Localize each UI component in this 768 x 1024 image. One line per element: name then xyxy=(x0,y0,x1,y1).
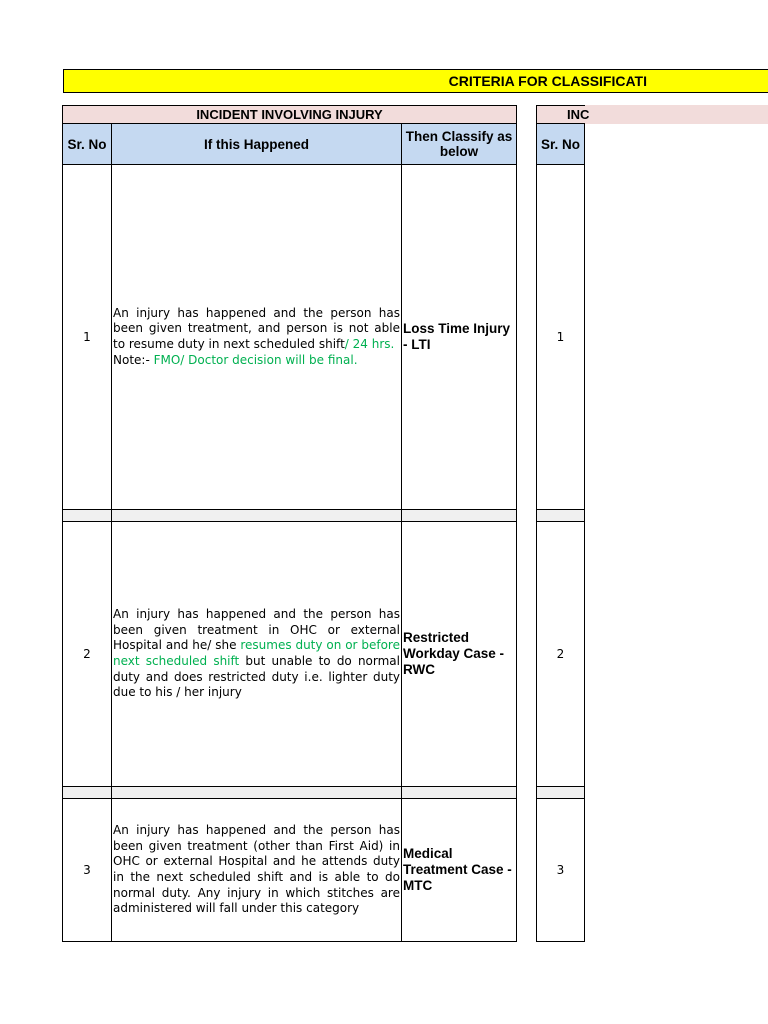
desc-text: An injury has happened and the person has been given treatment in OHC or external Hospital and he/ she xyxy=(113,607,400,653)
desc-note-highlight: FMO/ Doctor decision will be final. xyxy=(153,352,358,367)
page-title: CRITERIA FOR CLASSIFICATI xyxy=(448,73,647,89)
row-number: 2 xyxy=(63,522,112,787)
table-row xyxy=(63,799,517,942)
row-description xyxy=(112,799,402,942)
row-description xyxy=(112,165,402,510)
separator-row xyxy=(63,787,517,799)
section-header: INCIDENT INVOLVING INJURY xyxy=(63,106,517,124)
injury-classification-table xyxy=(62,105,517,942)
right-column-header-sr-no: Sr. No xyxy=(537,124,585,165)
desc-text-continued: but unable to do normal duty and does restricted duty i.e. lighter duty due to his / her injury xyxy=(113,654,400,700)
row-classification: Loss Time Injury - LTI xyxy=(402,165,517,510)
right-table-clip xyxy=(536,105,590,948)
row-classification: Restricted Workday Case - RWC xyxy=(402,522,517,787)
right-partial-table xyxy=(536,105,590,942)
table-row xyxy=(63,522,517,787)
desc-text: An injury has happened and the person has been given treatment (other than First Aid) in OHC or external Hospital and he attends duty in the next scheduled shift and is able to do normal duty. Any injury in which stitches are administered will fall under this category xyxy=(113,823,400,916)
right-separator xyxy=(537,510,585,522)
desc-note-label: Note:- xyxy=(113,352,154,367)
title-bar xyxy=(63,69,768,93)
column-header-classify: Then Classify as below xyxy=(402,124,517,165)
row-number: 1 xyxy=(63,165,112,510)
row-classification: Medical Treatment Case - MTC xyxy=(402,799,517,942)
right-section-header-ext xyxy=(584,105,768,124)
desc-text-highlight: / 24 hrs. xyxy=(344,337,395,351)
column-header-if-happened: If this Happened xyxy=(112,124,402,165)
desc-text: An injury has happened and the person has been given treatment, and person is not able to resume duty in next scheduled shift xyxy=(113,305,400,351)
column-header-sr-no: Sr. No xyxy=(63,124,112,165)
row-description xyxy=(112,522,402,787)
right-separator xyxy=(537,787,585,799)
row-number: 3 xyxy=(63,799,112,942)
desc-text-highlight: resumes duty on or before next scheduled shift xyxy=(113,638,400,668)
separator-row xyxy=(63,510,517,522)
table-row xyxy=(63,165,517,510)
right-row-number: 3 xyxy=(537,799,585,942)
right-section-header: INC xyxy=(537,106,585,124)
right-row-number: 1 xyxy=(537,165,585,510)
right-row-number: 2 xyxy=(537,522,585,787)
